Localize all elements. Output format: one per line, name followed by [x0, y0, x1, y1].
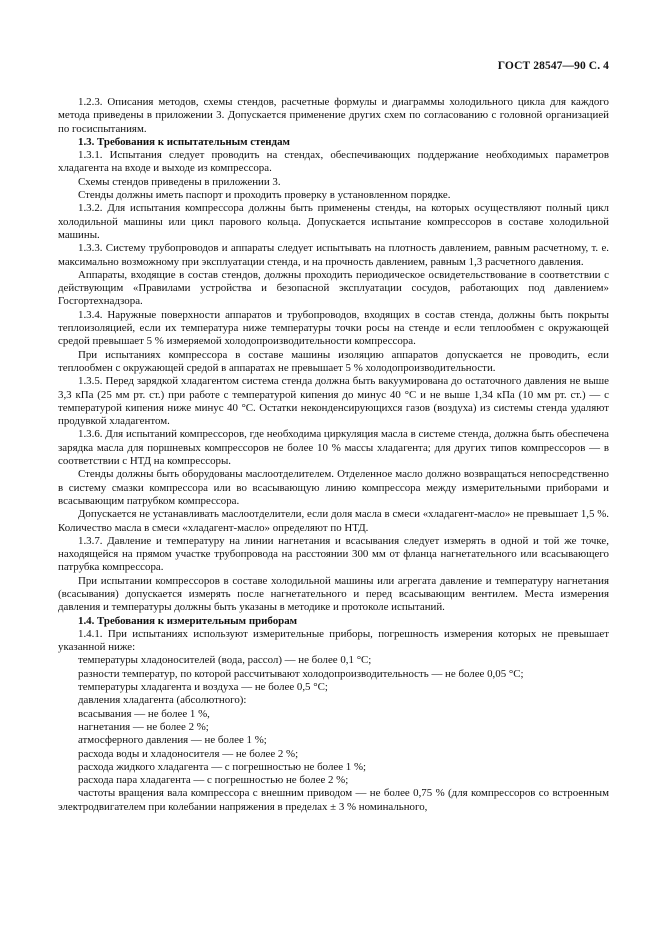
list-item: нагнетания — не более 2 %; — [78, 720, 209, 733]
paragraph: 1.3.2. Для испытания компрессора должны быть применены стенды, на которых осуществляют полный цикл холодильной машины или цикл парового кольца. Допускается испытание компрессоров в составе холодильной машины. — [58, 202, 609, 241]
list-item: температуры хладагента и воздуха — не более 0,5 °C; — [78, 681, 328, 694]
paragraph: Допускается не устанавливать маслоотделители, если доля масла в смеси «хладагент-масло» не превышает 1,5 %. Количество масла в смеси «хладагент-масло» определяют по НТД. — [58, 508, 609, 534]
paragraph: 1.3.7. Давление и температуру на линии нагнетания и всасывания следует измерять в одной и той же точке, находящейся на прямом участке трубопровода на расстоянии 300 мм от фланца нагнетательного или всасывающего патрубка компрессора. — [58, 534, 609, 574]
paragraph: 1.3.6. Для испытаний компрессоров, где необходима циркуляция масла в системе стенда, должна быть обеспечена зарядка масла для поршневых компрессоров не более 10 % массы хладагента; для других типов компрессоров — в соответствии с НТД на компрессоры. — [58, 428, 609, 468]
paragraph: 1.3.4. Наружные поверхности аппаратов и трубопроводов, входящих в состав стенда, должны быть покрыты теплоизоляцией, если их температура ниже температуры точки росы на стенде и если теплообмен с окружающей средой превышает 5 % измеряемой холодопроизводительности компрессора. — [58, 308, 609, 348]
list-item: давления хладагента (абсолютного): — [78, 694, 247, 707]
paragraph: Аппараты, входящие в состав стендов, должны проходить периодическое освидетельствование в соответствии с действующим «Правилами устройства и безопасной эксплуатации сосудов, работающих под давлением» Госгортехнадзора. — [58, 268, 609, 308]
page-header: ГОСТ 28547—90 С. 4 — [497, 60, 609, 72]
list-item: разности температур, по которой рассчитывают холодопроизводительность — не более 0,05 °C; — [78, 667, 524, 680]
paragraph: 1.3.3. Систему трубопроводов и аппараты следует испытывать на плотность давлением, равным расчетному, т. е. максимально возможному при эксплуатации стенда, и на прочность давлением, равным 1,3 расчетного давления. — [58, 242, 609, 268]
list-item: всасывания — не более 1 %, — [78, 707, 210, 720]
paragraph: 1.4.1. При испытаниях используют измерительные приборы, погрешность измерения которых не превышает указанной ниже: — [58, 627, 609, 654]
paragraph: 1.3.1. Испытания следует проводить на стендах, обеспечивающих поддержание необходимых параметров хладагента на входе и выходе из компрессора. — [58, 149, 609, 175]
list-item: температуры хладоносителей (вода, рассол) — не более 0,1 °C; — [78, 654, 372, 667]
section-heading: 1.4. Требования к измерительным приборам — [78, 614, 298, 627]
list-item: атмосферного давления — не более 1 %; — [78, 734, 267, 747]
paragraph: При испытаниях компрессора в составе машины изоляцию аппаратов допускается не проводить, если теплообмен с окружающей средой в аппаратах не превышает 5 % холодопроизводительности. — [58, 348, 609, 374]
paragraph: Схемы стендов приведены в приложении 3. — [78, 175, 281, 188]
section-heading: 1.3. Требования к испытательным стендам — [78, 135, 290, 148]
paragraph: Стенды должны иметь паспорт и проходить проверку в установленном порядке. — [78, 189, 451, 202]
paragraph: 1.2.3. Описания методов, схемы стендов, расчетные формулы и диаграммы холодильного цикла для каждого метода приведены в приложении 3. Допускается применение других схем по согласованию с головной организацией по госиспытаниям. — [58, 96, 609, 135]
list-item: расхода воды и хладоносителя — не более 2 %; — [78, 747, 299, 760]
paragraph: Стенды должны быть оборудованы маслоотделителем. Отделенное масло должно возвращаться непосредственно в систему смазки компрессора или во всасывающую линию компрессора между измерительными приборами и всасывающим патрубком компрессора. — [58, 468, 609, 507]
list-item: расхода жидкого хладагента — с погрешностью не более 1 %; — [78, 760, 367, 773]
list-item: расхода пара хладагента — с погрешностью не более 2 %; — [78, 774, 349, 787]
paragraph: 1.3.5. Перед зарядкой хладагентом система стенда должна быть вакуумирована до остаточного давления не выше 3,3 кПа (25 мм рт. ст.) при работе с температурой кипения до минус 40 °C и не выше 1,34 кПа (10 мм рт. ст.) — с температурой кипения ниже минус 40 °C. Остатки неконденсирующихся газов (воздуха) из системы стенда удаляют продувкой хладагентом. — [58, 375, 609, 428]
document-body — [58, 96, 609, 814]
paragraph: частоты вращения вала компрессора с внешним приводом — не более 0,75 % (для компрессоров со встроенным электродвигателем при колебании напряжения в пределах ± 3 % номинального, — [58, 787, 609, 813]
paragraph: При испытании компрессоров в составе холодильной машины или агрегата давление и температуру нагнетания (всасывания) допускается измерять после нагнетательного и перед всасывающим вентилем. Места измерения давления и температуры должны быть указаны в методике и протоколе испытаний. — [58, 574, 609, 614]
